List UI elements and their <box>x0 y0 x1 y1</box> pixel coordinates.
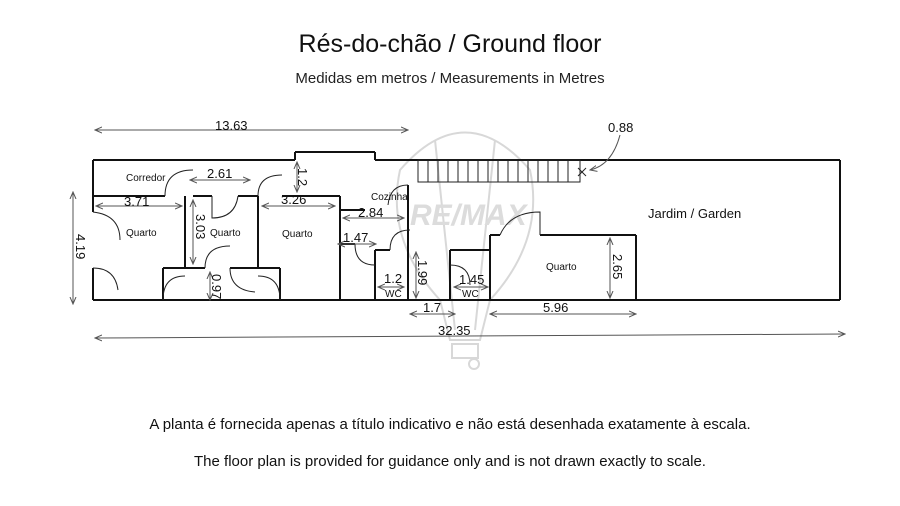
room-label-cozinha: Cozinha <box>371 192 408 203</box>
dim-corredor-depth: 1.2 <box>295 168 310 187</box>
dim-wc2-width: 1.45 <box>459 272 485 287</box>
dim-wc1-width: 1.2 <box>384 271 403 286</box>
staircase <box>418 160 586 182</box>
dim-quarto2-depth: 3.03 <box>193 214 208 240</box>
dimension-lines <box>73 130 845 338</box>
dim-corredor-width: 2.61 <box>207 166 233 181</box>
dim-overall-length: 32.35 <box>438 323 471 338</box>
dim-stair-offset: 0.88 <box>608 120 634 135</box>
dim-wc1-depth: 1.99 <box>415 260 430 286</box>
room-label-quarto-4: Quarto <box>546 262 577 273</box>
plan-title: Rés-do-chão / Ground floor <box>298 30 602 58</box>
watermark-text: RE/MAX <box>410 199 527 232</box>
dim-door-width: 0.97 <box>209 274 224 300</box>
room-label-jardim: Jardim / Garden <box>648 206 742 221</box>
dim-passage-width: 1.47 <box>343 230 369 245</box>
dim-quarto4-depth: 2.65 <box>610 254 625 280</box>
dim-top-width: 13.63 <box>215 118 248 133</box>
room-label-quarto-1: Quarto <box>126 228 157 239</box>
dim-gap-width: 1.7 <box>423 300 442 315</box>
disclaimer-english: The floor plan is provided for guidance only and is not drawn exactly to scale. <box>194 453 706 470</box>
room-label-wc-2: WC <box>462 289 479 300</box>
dim-quarto4-width: 5.96 <box>543 300 569 315</box>
plan-subtitle: Medidas em metros / Measurements in Metres <box>295 70 605 87</box>
room-label-quarto-3: Quarto <box>282 229 313 240</box>
dim-quarto1-width: 3.71 <box>124 194 150 209</box>
room-label-corredor: Corredor <box>126 173 166 184</box>
disclaimer-portuguese: A planta é fornecida apenas a título indicativo e não está desenhada exatamente à escala. <box>149 416 751 433</box>
dim-cozinha-width: 2.84 <box>358 205 384 220</box>
room-label-wc-1: WC <box>385 289 402 300</box>
dim-quarto3-width: 3.26 <box>281 192 307 207</box>
dim-overall-depth: 4.19 <box>73 234 88 260</box>
room-label-quarto-2: Quarto <box>210 228 241 239</box>
